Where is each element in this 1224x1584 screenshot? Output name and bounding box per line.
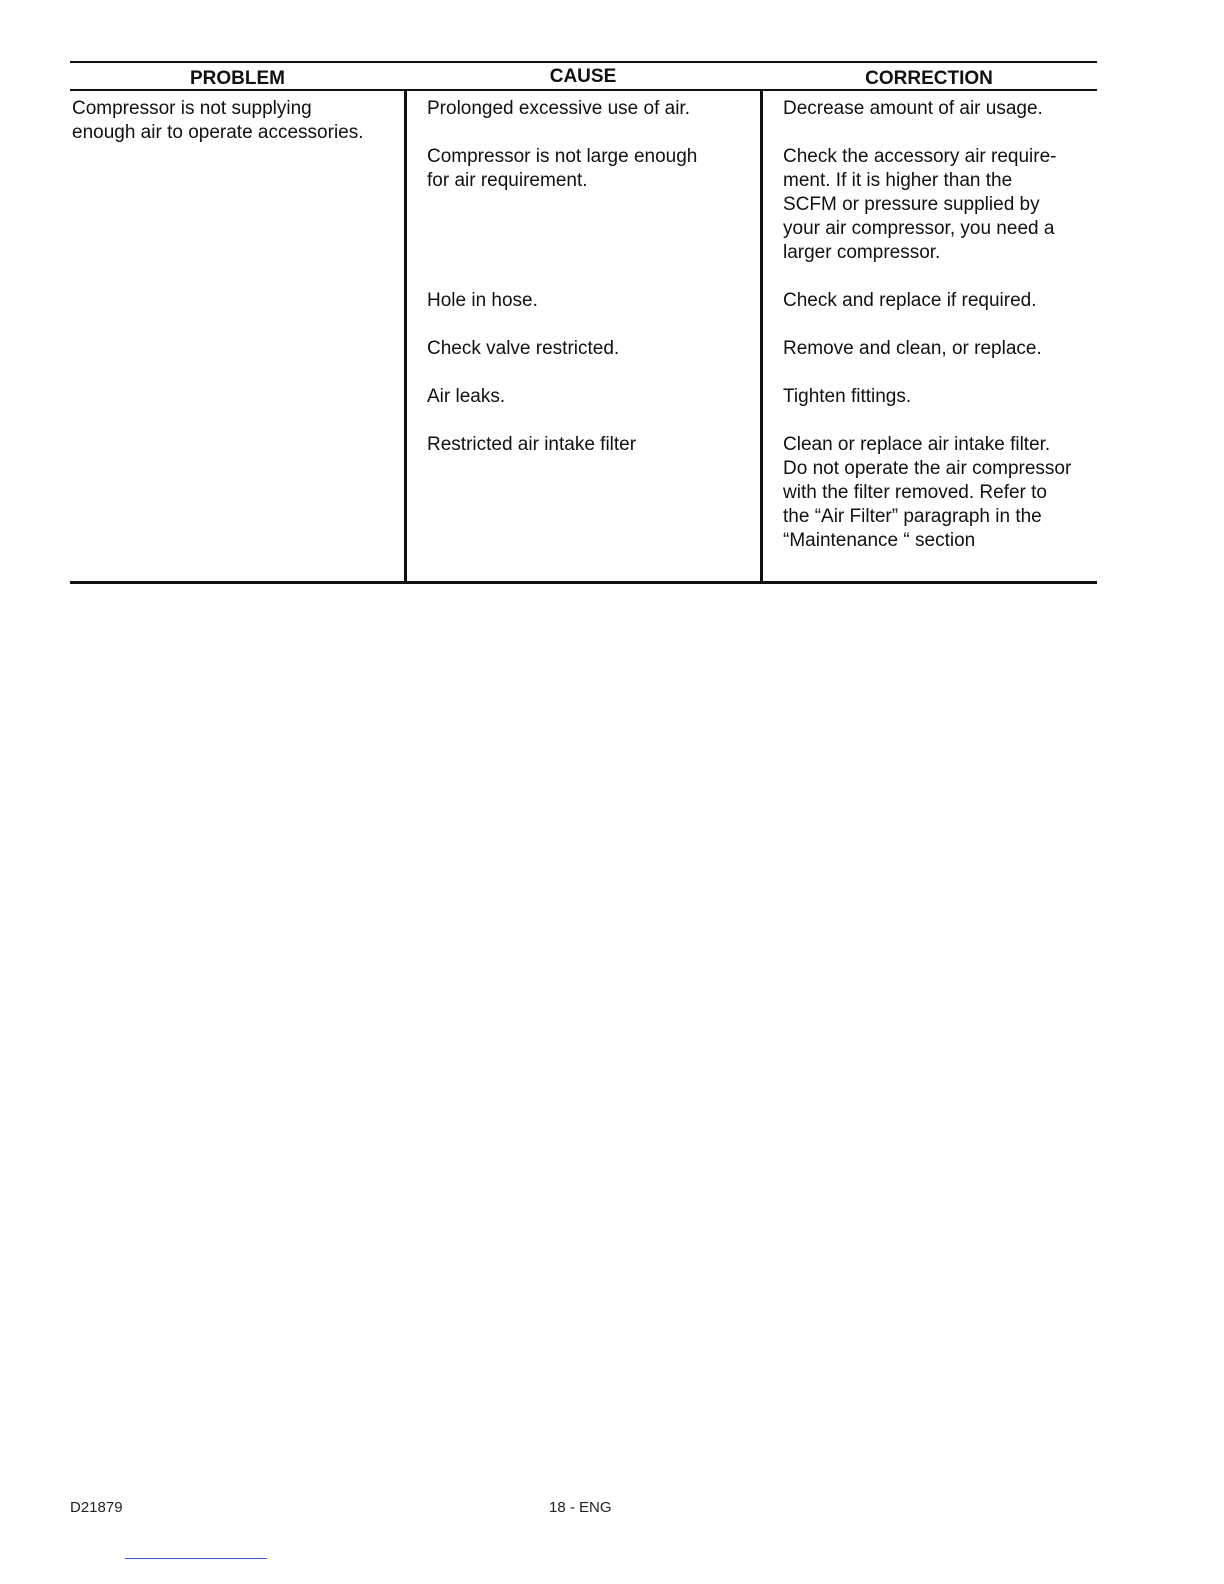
document-code: D21879 [70, 1499, 123, 1516]
correction-row-3: Check and replace if required. [783, 290, 1037, 311]
correction-row-4: Remove and clean, or replace. [783, 338, 1042, 359]
correction-row-2: Check the accessory air require- ment. If it is higher than the SCFM or pressure supplied by your air compressor, you need a larger compressor. [783, 146, 1057, 263]
correction-row-1: Decrease amount of air usage. [783, 98, 1043, 119]
link-underline [125, 1558, 267, 1559]
table-top-rule [70, 61, 1097, 63]
page-number: 18 - ENG [549, 1499, 612, 1516]
column-divider-2 [760, 91, 763, 583]
problem-text: Compressor is not supplying enough air to operate accessories. [72, 98, 364, 143]
cause-row-2: Compressor is not large enough for air requirement. [427, 146, 698, 191]
correction-row-5: Tighten fittings. [783, 386, 912, 407]
header-problem: PROBLEM [190, 68, 285, 89]
table-bottom-rule [70, 581, 1097, 584]
cause-row-1: Prolonged excessive use of air. [427, 98, 690, 119]
correction-row-6: Clean or replace air intake filter. Do not operate the air compressor with the filter removed. Refer to the “Air Filter” paragraph in the “Maintenance “ section [783, 434, 1072, 551]
cause-row-5: Air leaks. [427, 386, 506, 407]
cause-row-4: Check valve restricted. [427, 338, 620, 359]
table-header-row [70, 65, 1097, 89]
header-cause: CAUSE [549, 66, 617, 87]
header-correction: CORRECTION [865, 68, 993, 89]
cause-row-6: Restricted air intake filter [427, 434, 637, 455]
column-divider-1 [404, 91, 407, 583]
cause-row-3: Hole in hose. [427, 290, 538, 311]
table-header-rule [70, 89, 1097, 91]
